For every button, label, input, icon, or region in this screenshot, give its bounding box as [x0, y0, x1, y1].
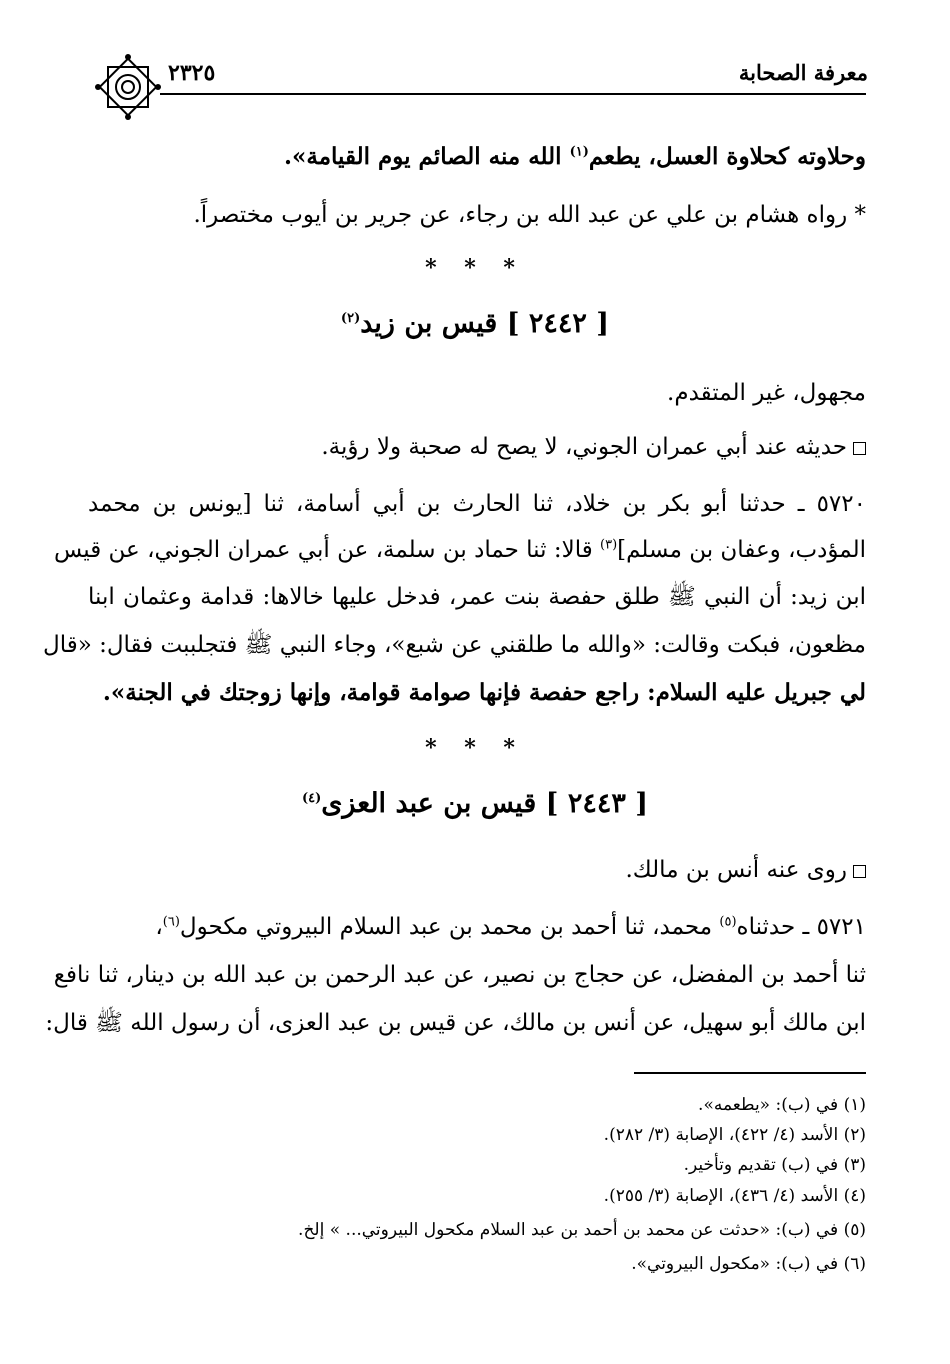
- heading-text: [ ٢٤٤٣ ] قيس بن عبد العزى: [321, 788, 649, 819]
- note-text: روى عنه أنس بن مالك.: [625, 857, 847, 883]
- footnote: (٤) الأسد (٤/ ٤٣٦)، الإصابة (٣/ ٢٥٥).: [603, 1186, 866, 1206]
- footnote-ref: (٢): [340, 311, 361, 326]
- footnote-ref: (١): [569, 144, 589, 160]
- footnote: (٢) الأسد (٤/ ٤٢٢)، الإصابة (٣/ ٢٨٢).: [603, 1125, 866, 1145]
- footnote-ref: (٦): [162, 914, 180, 930]
- entry-note: [88, 430, 866, 464]
- hadith-line: لي جبريل عليه السلام: راجع حفصة فإنها صوامة قوامة، وإنها زوجتك في الجنة».: [102, 679, 866, 706]
- section-separator: * * *: [425, 735, 525, 761]
- footnote: (٦) في (ب): «مكحول البيروتي».: [631, 1254, 866, 1274]
- text-span: وحلاوته كحلاوة العسل، يطعم: [588, 143, 866, 170]
- footnote: (٥) في (ب): «حدثت عن محمد بن أحمد بن عبد السلام مكحول البيروتي... » إلخ.: [298, 1220, 866, 1240]
- text-span: ،: [155, 914, 163, 940]
- entry-heading-2443: [0, 788, 950, 819]
- ornament-icon: [94, 53, 162, 121]
- hadith-line: [88, 910, 866, 944]
- hadith-line: [53, 533, 866, 567]
- entry-heading-2442: [0, 308, 950, 339]
- note-text: حديثه عند أبي عمران الجوني، لا يصح له صحبة ولا رؤية.: [321, 434, 847, 460]
- hadith-line: ابن زيد: أن النبي ﷺ طلق حفصة بنت عمر، فدخل عليها خالاها: قدامة وعثمان ابنا: [88, 584, 866, 610]
- text-span: المؤدب، وعفان بن مسلم]: [617, 537, 866, 563]
- square-bullet-icon: [853, 442, 866, 455]
- heading-text: [ ٢٤٤٢ ] قيس بن زيد: [360, 308, 610, 339]
- footnote: (٣) في (ب) تقديم وتأخير.: [683, 1155, 866, 1175]
- entry-status: مجهول، غير المتقدم.: [667, 380, 866, 406]
- text-span: الله منه الصائم يوم القيامة».: [284, 143, 570, 170]
- hadith-line: ابن مالك أبو سهيل، عن أنس بن مالك، عن قيس بن عبد العزى، أن رسول الله ﷺ قال:: [45, 1010, 866, 1036]
- section-separator: * * *: [425, 255, 525, 281]
- footnote-ref: (٤): [301, 791, 322, 806]
- footnote-ref: (٥): [719, 914, 737, 930]
- running-title: معرفة الصحابة: [738, 60, 868, 85]
- hadith-line: ثنا أحمد بن المفضل، عن حجاج بن نصير، عن عبد الرحمن بن عبد الله بن دينار، ثنا نافع: [53, 962, 866, 988]
- footnote-rule: [634, 1072, 866, 1074]
- hadith-line: ٥٧٢٠ ـ حدثنا أبو بكر بن خلاد، ثنا الحارث بن أبي أسامة، ثنا [يونس بن محمد: [88, 491, 866, 517]
- page-number: ٢٣٢٥: [168, 60, 216, 86]
- text-line-2: * رواه هشام بن علي عن عبد الله بن رجاء، عن جرير بن أيوب مختصراً.: [193, 202, 866, 228]
- text-span: قالا: ثنا حماد بن سلمة، عن أبي عمران الجوني، عن قيس: [53, 537, 601, 563]
- entry-note: [88, 853, 866, 887]
- square-bullet-icon: [853, 865, 866, 878]
- text-line-1: [88, 140, 866, 174]
- footnote: (١) في (ب): «يطعمه».: [698, 1095, 866, 1115]
- hadith-line: مظعون، فبكت وقالت: «والله ما طلقني عن شبع»، وجاء النبي ﷺ فتجلببت فقال: «قال: [42, 632, 866, 658]
- footnote-ref: (٣): [600, 537, 618, 553]
- text-span: محمد، ثنا أحمد بن محمد بن عبد السلام البيروتي مكحول: [179, 914, 720, 940]
- header-rule: [160, 93, 866, 95]
- text-span: ٥٧٢١ ـ حدثناه: [736, 914, 866, 940]
